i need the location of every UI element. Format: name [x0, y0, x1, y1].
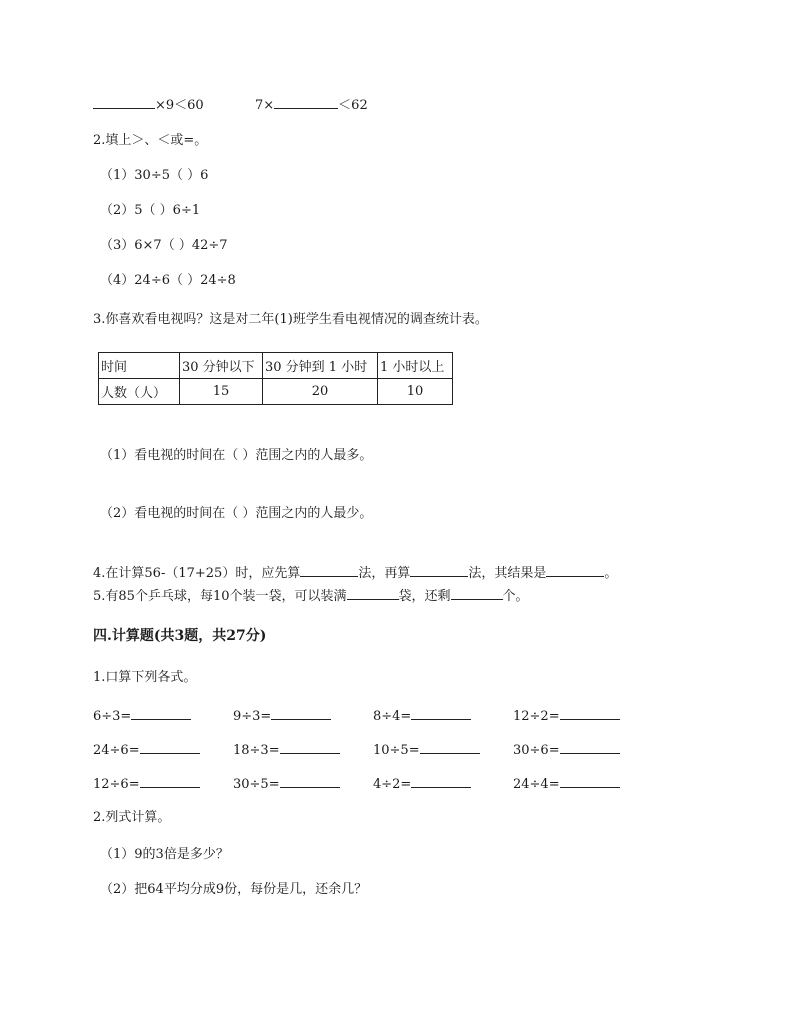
question-2-title: 2.填上＞、＜或=。 [93, 133, 208, 148]
mental-math-expression: 8÷4= [373, 709, 412, 724]
answer-blank[interactable] [560, 775, 620, 788]
mental-math-item [93, 775, 200, 793]
answer-blank[interactable] [140, 741, 200, 754]
table-header-cell: 30 分钟以下 [180, 353, 263, 379]
compare-row [93, 96, 204, 114]
answer-blank[interactable] [411, 707, 471, 720]
mental-math-expression: 4÷2= [373, 777, 412, 792]
section-heading: 四.计算题(共3题，共27分) [93, 628, 267, 644]
section-4-question-2-item: （1）9的3倍是多少？ [100, 847, 229, 862]
question-3-sub-1: （1）看电视的时间在（ ）范围之内的人最多。 [100, 448, 373, 463]
survey-table [98, 352, 453, 405]
compare-row-right [255, 96, 368, 114]
answer-blank[interactable] [560, 707, 620, 720]
table-header-cell: 30 分钟到 1 小时 [263, 353, 378, 379]
mental-math-expression: 9÷3= [233, 709, 272, 724]
mental-math-item [373, 775, 471, 793]
question-3-title: 3.你喜欢看电视吗？这是对二年(1)班学生看电视情况的调查统计表。 [93, 312, 488, 327]
mental-math-expression: 24÷4= [513, 777, 560, 792]
table-cell: 10 [378, 379, 453, 405]
mental-math-item [233, 775, 340, 793]
answer-blank[interactable] [411, 775, 471, 788]
question-4 [93, 564, 617, 582]
answer-blank[interactable] [93, 96, 155, 109]
answer-blank[interactable] [280, 741, 340, 754]
question-3-sub-2: （2）看电视的时间在（ ）范围之内的人最少。 [100, 506, 373, 521]
table-header-cell: 1 小时以上 [378, 353, 453, 379]
question-2-item: （3）6×7（ ）42÷7 [100, 238, 228, 253]
mental-math-item [513, 707, 620, 725]
table-cell: 20 [263, 379, 378, 405]
section-4-question-2-title: 2.列式计算。 [93, 810, 171, 825]
question-4-part-2: 法，再算 [358, 566, 411, 581]
mental-math-expression: 18÷3= [233, 743, 280, 758]
table-header-cell: 时间 [99, 353, 180, 379]
answer-blank[interactable] [410, 564, 468, 577]
question-5-part-1: 5.有85个乒乓球，每10个装一袋，可以装满 [93, 589, 347, 604]
question-2-item: （1）30÷5（ ）6 [100, 168, 209, 183]
question-5-part-2: 袋，还剩 [398, 589, 451, 604]
answer-blank[interactable] [347, 587, 399, 600]
section-4-question-1-title: 1.口算下列各式。 [93, 670, 197, 685]
table-row [99, 379, 453, 405]
mental-math-expression: 10÷5= [373, 743, 420, 758]
question-4-end: 。 [604, 566, 618, 581]
mental-math-item [373, 707, 471, 725]
question-2-item: （4）24÷6（ ）24÷8 [100, 273, 236, 288]
mental-math-item [93, 741, 200, 759]
question-5 [93, 587, 529, 605]
compare-right-suffix: ＜62 [338, 98, 368, 113]
question-4-part-1: 4.在计算56-（17+25）时，应先算 [93, 566, 301, 581]
mental-math-item [513, 775, 620, 793]
question-5-part-3: 个。 [502, 589, 529, 604]
mental-math-item [373, 741, 480, 759]
answer-blank[interactable] [140, 775, 200, 788]
mental-math-item [233, 707, 331, 725]
answer-blank[interactable] [274, 96, 338, 109]
table-row-label: 人数（人） [99, 379, 180, 405]
section-4-question-2-item: （2）把64平均分成9份，每份是几，还余几？ [100, 882, 368, 897]
answer-blank[interactable] [280, 775, 340, 788]
answer-blank[interactable] [300, 564, 358, 577]
compare-right-prefix: 7× [255, 98, 275, 113]
mental-math-expression: 30÷5= [233, 777, 280, 792]
answer-blank[interactable] [451, 587, 503, 600]
question-4-part-3: 法，其结果是 [468, 566, 547, 581]
mental-math-expression: 12÷6= [93, 777, 140, 792]
table-row [99, 353, 453, 379]
mental-math-item [513, 741, 620, 759]
mental-math-expression: 12÷2= [513, 709, 560, 724]
mental-math-expression: 6÷3= [93, 709, 132, 724]
answer-blank[interactable] [560, 741, 620, 754]
mental-math-item [233, 741, 340, 759]
table-cell: 15 [180, 379, 263, 405]
answer-blank[interactable] [271, 707, 331, 720]
answer-blank[interactable] [131, 707, 191, 720]
answer-blank[interactable] [420, 741, 480, 754]
mental-math-expression: 24÷6= [93, 743, 140, 758]
answer-blank[interactable] [546, 564, 604, 577]
question-2-item: （2）5（ ）6÷1 [100, 203, 201, 218]
mental-math-expression: 30÷6= [513, 743, 560, 758]
compare-left-suffix: ×9＜60 [155, 98, 204, 113]
mental-math-item [93, 707, 191, 725]
